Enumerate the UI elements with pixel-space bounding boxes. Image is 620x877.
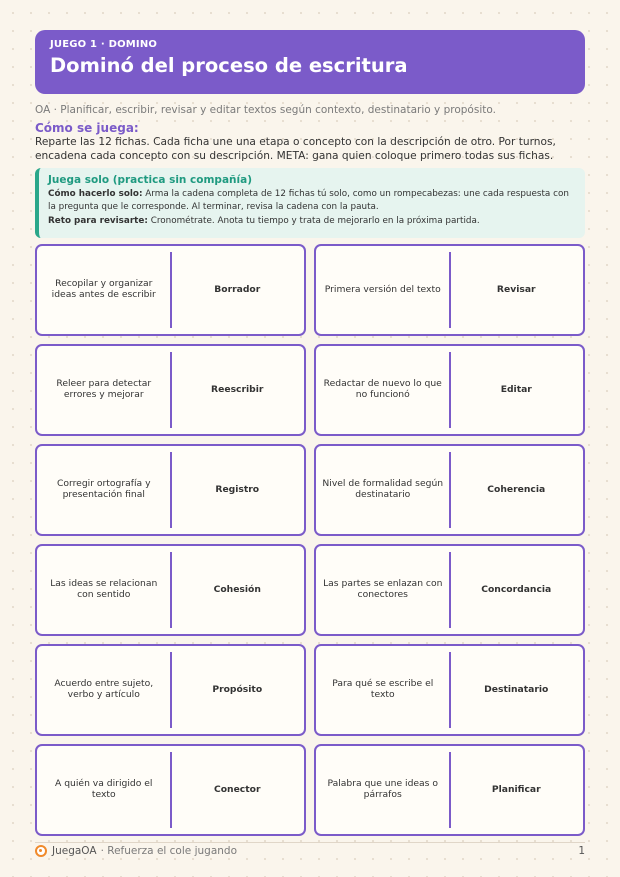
solo-challenge-line <box>48 215 575 228</box>
domino-tile[interactable] <box>35 544 306 636</box>
domino-tile[interactable] <box>314 544 585 636</box>
tile-concept: Cohesión <box>213 583 261 595</box>
tile-description: Primera versión del texto <box>324 283 441 295</box>
tile-concept: Planificar <box>491 783 541 795</box>
how-to-play-heading: Cómo se juega: <box>35 121 139 135</box>
tile-description: Releer para detectar errores y mejorar <box>56 378 152 400</box>
tile-concept: Revisar <box>496 283 536 295</box>
game-kicker: JUEGO 1 · DOMINO <box>50 39 158 50</box>
solo-how-label: Cómo hacerlo solo: <box>48 189 143 199</box>
page-footer <box>35 844 585 858</box>
tile-concept: Borrador <box>214 283 261 295</box>
tile-concept: Conector <box>213 783 261 795</box>
tile-description: Redactar de nuevo lo que no funcionó <box>323 378 442 400</box>
tile-concept: Destinatario <box>484 683 549 695</box>
tile-description: Palabra que une ideas o párrafos <box>327 778 439 800</box>
footer-brand: JuegaOA <box>52 845 97 857</box>
domino-tile[interactable] <box>35 344 306 436</box>
footer-divider <box>35 842 585 843</box>
tile-description: Para qué se escribe el texto <box>332 678 434 700</box>
game-header <box>35 30 585 94</box>
tile-description: Las partes se enlazan con conectores <box>323 578 443 600</box>
domino-tile[interactable] <box>35 644 306 736</box>
tile-description: Nivel de formalidad según destinatario <box>322 478 444 500</box>
tile-description: Recopilar y organizar ideas antes de escribir <box>51 278 156 300</box>
tile-concept: Propósito <box>212 683 263 695</box>
domino-tile[interactable] <box>35 744 306 836</box>
page-title: Dominó del proceso de escritura <box>50 54 408 77</box>
tile-concept: Concordancia <box>481 583 552 595</box>
solo-challenge-label: Reto para revisarte: <box>48 216 148 226</box>
tile-description: A quién va dirigido el texto <box>55 778 153 800</box>
footer-tagline: · Refuerza el cole jugando <box>100 845 237 857</box>
tile-description: Corregir ortografía y presentación final <box>56 478 151 500</box>
solo-heading: Juega solo (practica sin compañía) <box>48 174 252 186</box>
solo-challenge-text: Cronométrate. Anota tu tiempo y trata de mejorarlo en la próxima partida. <box>150 216 480 226</box>
domino-tile[interactable] <box>314 244 585 336</box>
learning-objective: OA · Planificar, escribir, revisar y editar textos según contexto, destinatario y propósito. <box>35 104 496 116</box>
juegaoa-logo-icon <box>35 845 47 857</box>
tile-concept: Editar <box>500 383 532 395</box>
solo-how-text: Arma la cadena completa de 12 fichas tú solo, como un rompecabezas: une cada respuesta con la pregunta que le corresponde. Al terminar, revisa la cadena con la pauta. <box>48 189 569 212</box>
domino-grid <box>35 244 586 837</box>
tile-description: Las ideas se relacionan con sentido <box>50 578 158 600</box>
domino-tile[interactable] <box>314 644 585 736</box>
domino-tile[interactable] <box>314 444 585 536</box>
solo-how-line <box>48 188 575 213</box>
domino-tile[interactable] <box>314 744 585 836</box>
domino-tile[interactable] <box>35 244 306 336</box>
tile-description: Acuerdo entre sujeto, verbo y artículo <box>54 678 154 700</box>
page-number: 1 <box>578 845 585 857</box>
how-to-play-text: Reparte las 12 fichas. Cada ficha une una etapa o concepto con la descripción de otro. Por turnos, encadena cada concepto con su descripción. META: gana quien coloque primero todas sus fichas. <box>35 136 556 162</box>
domino-tile[interactable] <box>314 344 585 436</box>
tile-concept: Reescribir <box>211 383 264 395</box>
domino-tile[interactable] <box>35 444 306 536</box>
solo-play-box <box>35 168 585 238</box>
tile-concept: Registro <box>215 483 260 495</box>
tile-concept: Coherencia <box>487 483 546 495</box>
